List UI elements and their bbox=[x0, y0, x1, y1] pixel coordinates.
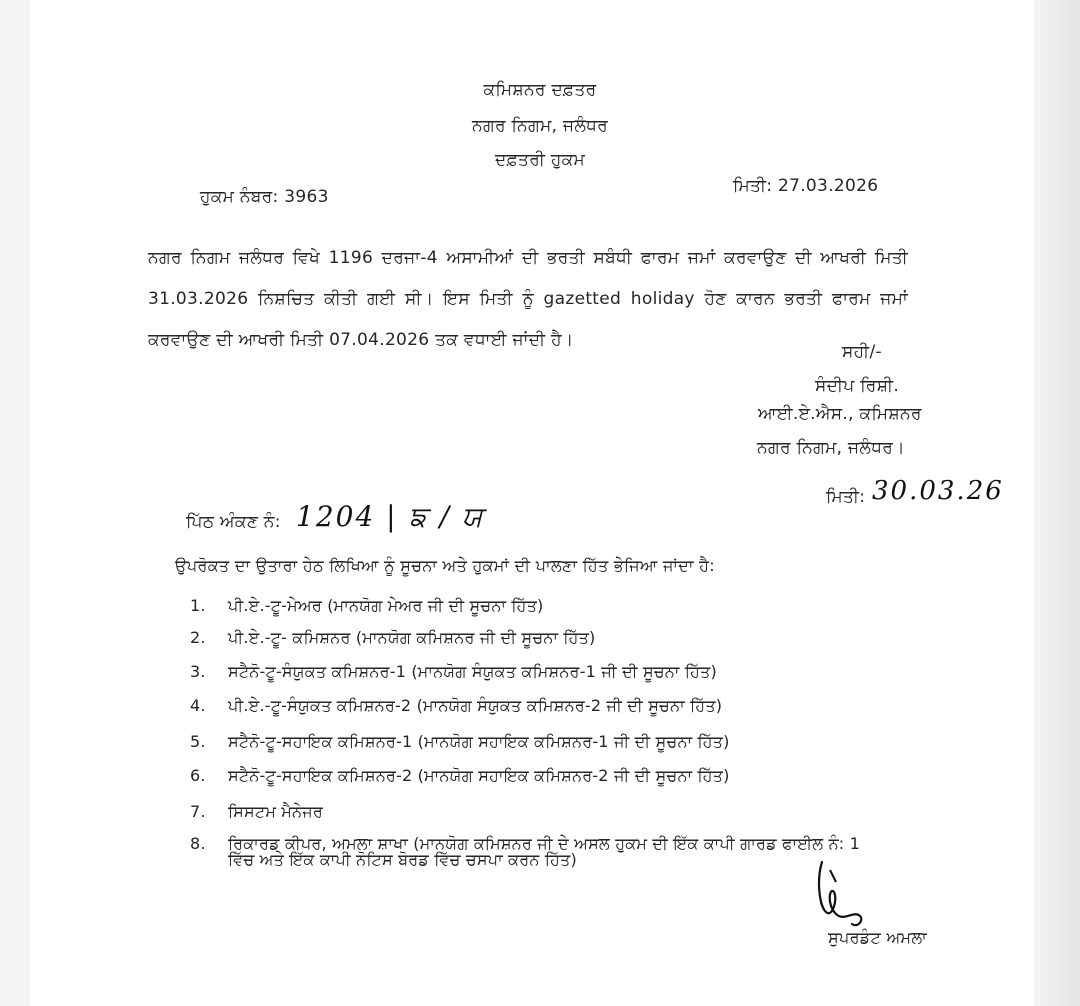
recipient-text: ਪੀ.ਏ.-ਟੂ-ਮੇਅਰ (ਮਾਨਯੋਗ ਮੇਅਰ ਜੀ ਦੀ ਸੂਚਨਾ ਹਿੱਤ) bbox=[228, 596, 544, 615]
corporation-heading: ਨਗਰ ਨਿਗਮ, ਜਲੰਧਰ bbox=[471, 116, 609, 136]
recipient-item bbox=[190, 596, 543, 616]
endorsement-date-label: ਮਿਤੀ: bbox=[826, 487, 866, 507]
recipient-number: 6. bbox=[190, 766, 206, 785]
signatory-office: ਨਗਰ ਨਿਗਮ, ਜਲੰਧਰ। bbox=[757, 438, 905, 458]
recipient-number: 4. bbox=[190, 696, 206, 715]
recipient-number: 5. bbox=[190, 732, 206, 751]
recipient-text: ਸਟੈਨੋ-ਟੂ-ਸਹਾਇਕ ਕਮਿਸ਼ਨਰ-2 (ਮਾਨਯੋਗ ਸਹਾਇਕ ਕਮਿਸ਼ਨਰ-2 ਜੀ ਦੀ ਸੂਚਨਾ ਹਿੱਤ) bbox=[228, 766, 730, 785]
recipient-text: ਸਿਸਟਮ ਮੈਨੇਜਰ bbox=[228, 802, 324, 821]
recipient-text: ਪੀ.ਏ.-ਟੂ- ਕਮਿਸ਼ਨਰ (ਮਾਨਯੋਗ ਕਮਿਸ਼ਨਰ ਜੀ ਦੀ ਸੂਚਨਾ ਹਿੱਤ) bbox=[228, 628, 596, 647]
signatory-name: ਸੰਦੀਪ ਰਿਸ਼ੀ. bbox=[815, 376, 900, 396]
signatory-designation: ਆਈ.ਏ.ਐਸ., ਕਮਿਸ਼ਨਰ bbox=[758, 404, 922, 424]
endorsement-date-handwritten: 30.03.26 bbox=[872, 476, 1004, 506]
recipient-number: 1. bbox=[190, 596, 206, 615]
recipient-text: ਸਟੈਨੋ-ਟੂ-ਸੰਯੁਕਤ ਕਮਿਸ਼ਨਰ-1 (ਮਾਨਯੋਗ ਸੰਯੁਕਤ ਕਮਿਸ਼ਨਰ-1 ਜੀ ਦੀ ਸੂਚਨਾ ਹਿੱਤ) bbox=[228, 662, 717, 681]
recipient-item bbox=[190, 662, 717, 682]
recipient-text: ਰਿਕਾਰਡ ਕੀਪਰ, ਅਮਲਾ ਸ਼ਾਖਾ (ਮਾਨਯੋਗ ਕਮਿਸ਼ਨਰ ਜੀ ਦੇ ਅਸਲ ਹੁਕਮ ਦੀ ਇੱਕ ਕਾਪੀ ਗਾਰਡ ਫਾਈਲ ਨੰ: 1 bbox=[228, 834, 861, 853]
endorsement-number-handwritten: 1204 | ਙ / ਯ bbox=[296, 500, 485, 533]
signed-mark: ਸਹੀ/- bbox=[842, 342, 882, 362]
recipient-item bbox=[190, 802, 323, 822]
recipient-item bbox=[190, 628, 595, 648]
recipient-item bbox=[190, 696, 722, 716]
recipient-number: 8. bbox=[190, 834, 206, 853]
order-date: ਮਿਤੀ: 27.03.2026 bbox=[733, 176, 879, 196]
endorsement-intro: ਉਪਰੋਕਤ ਦਾ ਉਤਾਰਾ ਹੇਠ ਲਿਖਿਆ ਨੂੰ ਸੂਚਨਾ ਅਤੇ ਹੁਕਮਾਂ ਦੀ ਪਾਲਣਾ ਹਿੱਤ ਭੇਜਿਆ ਜਾਂਦਾ ਹੈ: bbox=[175, 556, 715, 575]
recipient-number: 2. bbox=[190, 628, 206, 647]
recipient-item bbox=[190, 732, 730, 752]
recipient-text: ਵਿੱਚ ਅਤੇ ਇੱਕ ਕਾਪੀ ਨੋਟਿਸ ਬੋਰਡ ਵਿੱਚ ਚਸਪਾ ਕਰਨ ਹਿੱਤ) bbox=[228, 850, 577, 869]
recipient-item bbox=[190, 850, 577, 870]
recipient-text: ਸਟੈਨੋ-ਟੂ-ਸਹਾਇਕ ਕਮਿਸ਼ਨਰ-1 (ਮਾਨਯੋਗ ਸਹਾਇਕ ਕਮਿਸ਼ਨਰ-1 ਜੀ ਦੀ ਸੂਚਨਾ ਹਿੱਤ) bbox=[228, 732, 730, 751]
recipient-number: 7. bbox=[190, 802, 206, 821]
endorsement-number-label: ਪਿੱਠ ਅੰਕਣ ਨੰ: bbox=[186, 512, 281, 532]
document-type-heading: ਦਫ਼ਤਰੀ ਹੁਕਮ bbox=[495, 150, 585, 170]
recipient-text: ਪੀ.ਏ.-ਟੂ-ਸੰਯੁਕਤ ਕਮਿਸ਼ਨਰ-2 (ਮਾਨਯੋਗ ਸੰਯੁਕਤ ਕਮਿਸ਼ਨਰ-2 ਜੀ ਦੀ ਸੂਚਨਾ ਹਿੱਤ) bbox=[228, 696, 723, 715]
recipient-number: 3. bbox=[190, 662, 206, 681]
order-number: ਹੁਕਮ ਨੰਬਰ: 3963 bbox=[200, 187, 329, 207]
order-paragraph: ਨਗਰ ਨਿਗਮ ਜਲੰਧਰ ਵਿਖੇ 1196 ਦਰਜਾ-4 ਅਸਾਮੀਆਂ ਦੀ ਭਰਤੀ ਸਬੰਧੀ ਫਾਰਮ ਜਮਾਂ ਕਰਵਾਉਣ ਦੀ ਆਖਰੀ ਮਿਤੀ 31.03.2026 ਨਿਸ਼ਚਿਤ ਕੀਤੀ ਗਈ ਸੀ। ਇਸ ਮਿਤੀ ਨੂੰ gazetted holiday ਹੋਣ ਕਾਰਨ ਭਰਤੀ ਫਾਰਮ ਜਮਾਂ ਕਰਵਾਉਣ ਦੀ ਆਖਰੀ ਮਿਤੀ 07.04.2026 ਤਕ ਵਧਾਈ ਜਾਂਦੀ ਹੈ। bbox=[148, 248, 908, 350]
recipient-item bbox=[190, 766, 730, 786]
superintendent-title: ਸੁਪਰਡੰਟ ਅਮਲਾ bbox=[828, 928, 928, 947]
office-heading: ਕਮਿਸ਼ਨਰ ਦਫ਼ਤਰ bbox=[483, 80, 597, 100]
signature-mark bbox=[812, 852, 872, 932]
